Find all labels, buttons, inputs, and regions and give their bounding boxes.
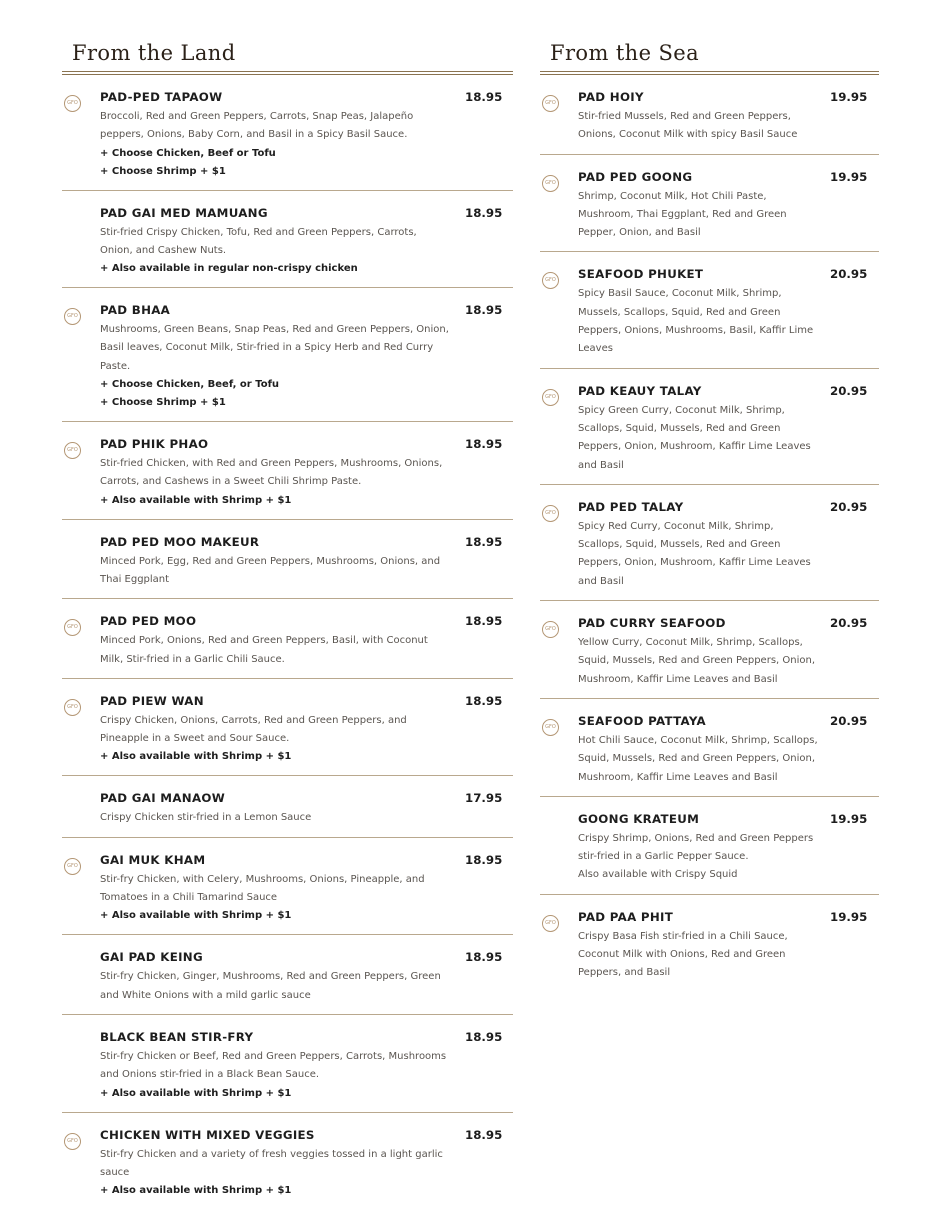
land-column	[62, 38, 513, 1209]
gfo-badge-icon: GFO	[542, 719, 559, 736]
item-description: Minced Pork, Egg, Red and Green Peppers, Mushrooms, Onions, and Thai Eggplant	[100, 555, 441, 585]
item-description: Stir-fry Chicken, with Celery, Mushrooms, Onions, Pineapple, and Tomatoes in a Chili Tamarind Sauce	[100, 873, 425, 904]
item-description: Crispy Basa Fish stir-fried in a Chili Sauce, Coconut Milk with Onions, Red and Green Peppers, and Basil	[578, 930, 788, 979]
item-name: PAD PHIK PHAO	[100, 437, 209, 452]
item-price: 18.95	[465, 534, 503, 549]
item-name: PAD PIEW WAN	[100, 693, 204, 708]
item-description: Hot Chili Sauce, Coconut Milk, Shrimp, Scallops, Squid, Mussels, Red and Green Peppers, Onion, Mushroom, Kaffir Lime Leaves and Basil	[578, 734, 818, 783]
item-price: 18.95	[465, 852, 503, 867]
gfo-badge-icon: GFO	[64, 442, 81, 459]
item-description: Spicy Green Curry, Coconut Milk, Shrimp, Scallops, Squid, Mussels, Red and Green Peppers, Onion, Mushroom, Kaffir Lime Leaves and Basil	[578, 404, 811, 471]
gfo-badge-icon: GFO	[542, 272, 559, 289]
land-menu-list	[62, 75, 513, 1209]
menu-item	[62, 935, 513, 1015]
menu-item	[62, 191, 513, 289]
item-option-note: + Choose Shrimp + $1	[100, 397, 226, 409]
item-price: 17.95	[465, 791, 503, 806]
menu-item	[540, 699, 879, 797]
item-name: PAD PED MOO MAKEUR	[100, 534, 260, 549]
gfo-badge-icon: GFO	[64, 1133, 81, 1150]
item-price: 19.95	[830, 909, 868, 924]
item-name: PAD PED TALAY	[578, 499, 684, 514]
gfo-badge-icon: GFO	[542, 95, 559, 112]
gfo-badge-icon: GFO	[542, 175, 559, 192]
item-name: PAD GAI MED MAMUANG	[100, 205, 268, 220]
item-option-note: + Also available in regular non-crispy chicken	[100, 263, 358, 275]
item-option-note: + Also available with Shrimp + $1	[100, 1087, 292, 1099]
item-price: 19.95	[830, 169, 868, 184]
menu-item	[540, 252, 879, 368]
menu-item	[540, 895, 879, 992]
item-description: Yellow Curry, Coconut Milk, Shrimp, Scallops, Squid, Mussels, Red and Green Peppers, Onion, Mushroom, Kaffir Lime Leaves and Basil	[578, 637, 816, 685]
menu-item	[540, 155, 879, 253]
gfo-badge-icon: GFO	[64, 95, 81, 112]
item-option-note: + Also available with Shrimp + $1	[100, 494, 292, 506]
item-option-note: + Choose Chicken, Beef, or Tofu	[100, 379, 280, 391]
section-title-land: From the Land	[72, 41, 236, 65]
item-description: Spicy Red Curry, Coconut Milk, Shrimp, Scallops, Squid, Mussels, Red and Green Peppers, Onion, Mushroom, Kaffir Lime Leaves and Basil	[578, 520, 811, 587]
menu-item	[62, 520, 513, 600]
item-price: 20.95	[830, 267, 868, 282]
item-description: Stir-fried Mussels, Red and Green Peppers, Onions, Coconut Milk with spicy Basil Sauce	[578, 111, 798, 141]
item-option-note: + Choose Shrimp + $1	[100, 165, 226, 177]
item-price: 19.95	[830, 90, 868, 104]
menu-item	[62, 288, 513, 422]
gfo-badge-icon: GFO	[64, 699, 81, 716]
menu-item	[540, 797, 879, 895]
item-price: 19.95	[830, 811, 868, 826]
sea-menu-list	[540, 75, 879, 992]
item-name: GOONG KRATEUM	[578, 811, 700, 826]
item-price: 18.95	[465, 950, 503, 965]
item-name: PAD PAA PHIT	[578, 909, 674, 924]
gfo-badge-icon: GFO	[542, 621, 559, 638]
item-name: PAD CURRY SEAFOOD	[578, 616, 726, 631]
item-description: Stir-fry Chicken or Beef, Red and Green Peppers, Carrots, Mushrooms and Onions stir-fried in a Black Bean Sauce.	[100, 1050, 447, 1081]
item-name: GAI PAD KEING	[100, 950, 203, 965]
item-price: 18.95	[465, 1127, 503, 1142]
menu-item	[540, 485, 879, 601]
item-price: 20.95	[830, 713, 868, 728]
menu-item	[62, 1015, 513, 1113]
item-name: GAI MUK KHAM	[100, 852, 206, 867]
item-price: 18.95	[465, 693, 503, 708]
gfo-badge-icon: GFO	[542, 915, 559, 932]
item-description: Crispy Shrimp, Onions, Red and Green Peppers stir-fried in a Garlic Pepper Sauce.	[578, 832, 814, 863]
item-name: PAD GAI MANAOW	[100, 791, 226, 806]
item-description: Shrimp, Coconut Milk, Hot Chili Paste, Mushroom, Thai Eggplant, Red and Green Pepper, Onion, and Basil	[578, 190, 787, 239]
item-description: Crispy Chicken, Onions, Carrots, Red and Green Peppers, and Pineapple in a Sweet and Sour Sauce.	[100, 714, 407, 745]
item-description: Stir-fried Chicken, with Red and Green Peppers, Mushrooms, Onions, Carrots, and Cashews in a Sweet Chili Shrimp Paste.	[100, 458, 443, 488]
item-option-note: + Also available with Shrimp + $1	[100, 910, 292, 922]
menu-item	[62, 75, 513, 191]
menu-item	[62, 422, 513, 520]
item-option-note: + Choose Chicken, Beef or Tofu	[100, 147, 276, 159]
item-price: 18.95	[465, 90, 503, 104]
item-price: 20.95	[830, 616, 868, 631]
gfo-badge-icon: GFO	[64, 619, 81, 636]
item-price: 18.95	[465, 614, 503, 629]
item-price: 18.95	[465, 303, 503, 318]
item-description: Mushrooms, Green Beans, Snap Peas, Red and Green Peppers, Onion, Basil leaves, Coconut Milk, Stir-fried in a Spicy Herb and Red Curry Paste.	[100, 324, 449, 372]
item-name: PAD HOIY	[578, 90, 644, 104]
gfo-badge-icon: GFO	[64, 308, 81, 325]
item-price: 20.95	[830, 499, 868, 514]
item-name: CHICKEN WITH MIXED VEGGIES	[100, 1127, 315, 1142]
sea-column	[540, 38, 879, 992]
item-description: Stir-fry Chicken, Ginger, Mushrooms, Red and Green Peppers, Green and White Onions with a mild garlic sauce	[100, 971, 441, 1001]
item-description: Broccoli, Red and Green Peppers, Carrots, Snap Peas, Jalapeño peppers, Onions, Baby Corn, and Basil in a Spicy Basil Sauce.	[100, 111, 414, 141]
item-description: Minced Pork, Onions, Red and Green Peppers, Basil, with Coconut Milk, Stir-fried in a Garlic Chili Sauce.	[100, 635, 428, 665]
menu-item	[62, 1113, 513, 1209]
item-name: PAD PED GOONG	[578, 169, 693, 184]
item-name: BLACK BEAN STIR-FRY	[100, 1029, 254, 1044]
item-name: SEAFOOD PATTAYA	[578, 713, 706, 728]
gfo-badge-icon: GFO	[542, 389, 559, 406]
item-alt-note: Also available with Crispy Squid	[578, 869, 738, 881]
item-price: 20.95	[830, 383, 868, 398]
item-name: PAD-PED TAPAOW	[100, 90, 223, 104]
item-description: Stir-fry Chicken and a variety of fresh veggies tossed in a light garlic sauce	[100, 1148, 443, 1178]
item-description: Crispy Chicken stir-fried in a Lemon Sauce	[100, 812, 312, 824]
menu-item	[62, 599, 513, 679]
menu-item	[62, 838, 513, 936]
gfo-badge-icon: GFO	[542, 505, 559, 522]
item-price: 18.95	[465, 437, 503, 452]
item-option-note: + Also available with Shrimp + $1	[100, 1185, 292, 1197]
item-name: PAD BHAA	[100, 303, 171, 318]
menu-item	[540, 369, 879, 485]
menu-item	[62, 776, 513, 837]
menu-item	[62, 679, 513, 777]
item-option-note: + Also available with Shrimp + $1	[100, 751, 292, 763]
section-title-sea: From the Sea	[550, 41, 700, 65]
menu-item	[540, 601, 879, 699]
item-name: PAD PED MOO	[100, 614, 197, 629]
item-price: 18.95	[465, 1029, 503, 1044]
item-name: PAD KEAUY TALAY	[578, 383, 702, 398]
item-description: Stir-fried Crispy Chicken, Tofu, Red and Green Peppers, Carrots, Onion, and Cashew Nuts.	[100, 226, 417, 256]
item-name: SEAFOOD PHUKET	[578, 267, 704, 282]
menu-item	[540, 75, 879, 155]
item-description: Spicy Basil Sauce, Coconut Milk, Shrimp, Mussels, Scallops, Squid, Red and Green Peppers, Onions, Mushrooms, Basil, Kaffir Lime Leaves	[578, 288, 814, 355]
item-price: 18.95	[465, 205, 503, 220]
gfo-badge-icon: GFO	[64, 858, 81, 875]
